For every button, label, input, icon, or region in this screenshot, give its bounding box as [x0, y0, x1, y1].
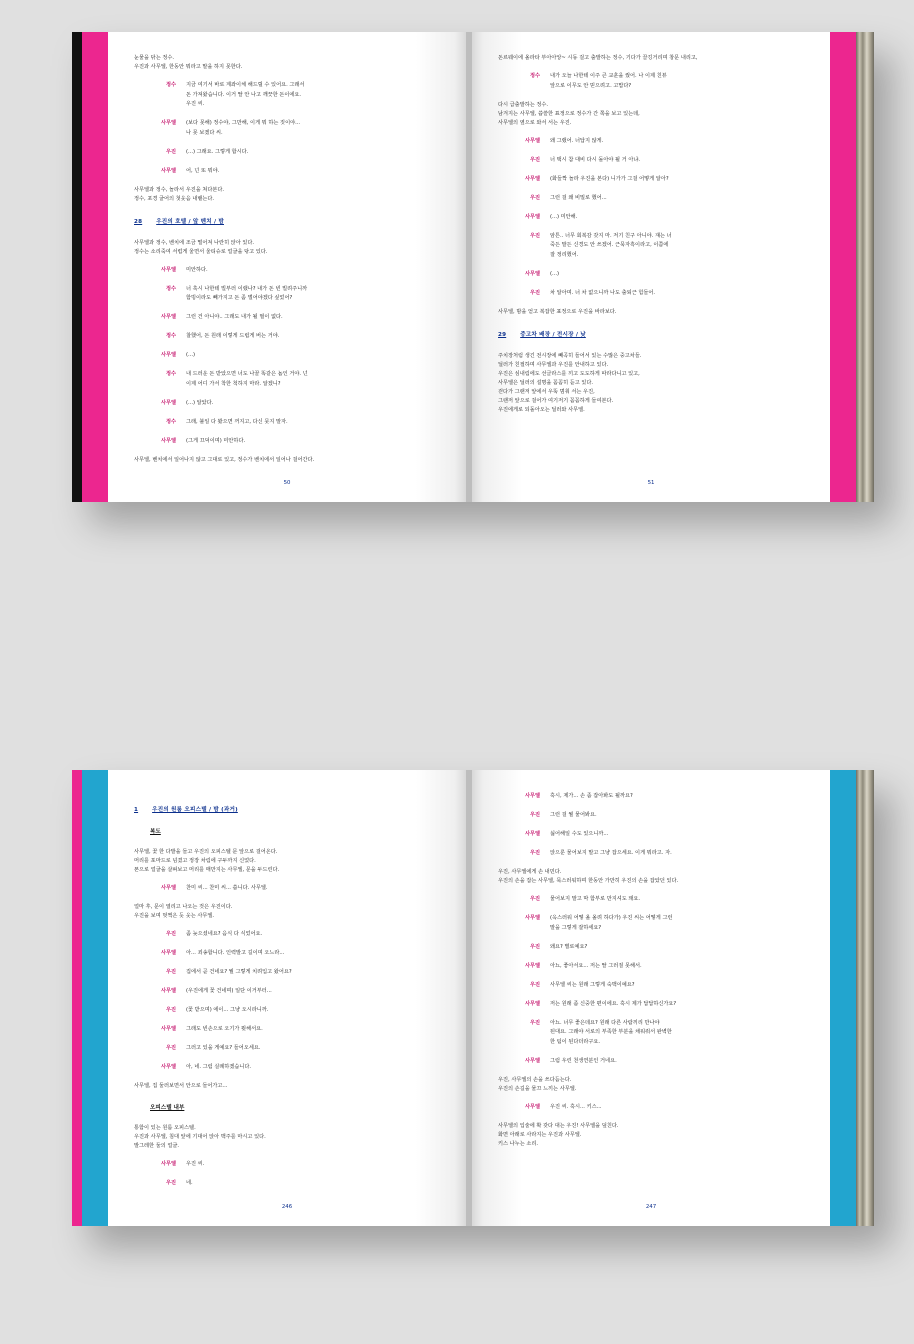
dialog-text: (...) 미안해. — [550, 213, 578, 220]
dialog-line — [134, 167, 440, 176]
action-line: 사무엘, 집 둘러보면서 안으로 들어가고... — [134, 1083, 228, 1089]
dialog-block — [134, 313, 440, 322]
action-paragraph — [134, 54, 440, 72]
scene-number: 28 — [134, 218, 143, 225]
dialog-text: 한 팀이 된다더라구요. — [550, 1038, 601, 1045]
dialog-line — [498, 830, 804, 839]
dialog-block — [498, 72, 804, 91]
character-name: 우진 — [529, 232, 540, 239]
dialog-text: 물어보지 말고 막 함부로 만지셔도 돼요. — [550, 896, 641, 902]
action-line: 눈물을 닦는 정수. — [134, 55, 175, 61]
dialog-text: 찬미 씨... 찬미 씨... 씁니다. 사무엘. — [186, 885, 268, 891]
page-number-left-top: 50 — [283, 479, 291, 486]
page-right-top — [472, 32, 830, 502]
dialog-line — [498, 156, 804, 165]
action-line: 딜러가 친절하며 사무엘과 우진를 안내하고 있다. — [498, 361, 609, 368]
action-line: 폰으로 얼굴을 살펴보고 머리를 매만지는 사무엘, 문을 두드린다. — [134, 867, 280, 873]
dialog-line — [134, 968, 440, 977]
page-number-right-bottom: 247 — [645, 1204, 657, 1210]
dialog-block — [498, 792, 804, 801]
dialog-text: 지금 여기서 바로 계좌이체 해드릴 수 있어요. 그래서 — [186, 82, 305, 88]
action-line: 통함이 있는 원룸 오피스텔. — [134, 1125, 196, 1131]
action-line: 사무엘의 옆으로 와서 서는 우진. — [498, 119, 572, 126]
dialog-text: 우진 씨. 혹시... 키스... — [550, 1103, 602, 1110]
dialog-block — [498, 895, 804, 904]
book-page-edges-bottom — [856, 770, 874, 1226]
dialog-line — [498, 792, 804, 801]
dialog-line — [498, 1103, 804, 1112]
dialog-text: 그래도 빈손으로 오기가 뭣해서요. — [186, 1026, 263, 1032]
screenplay-text-right-bottom — [498, 792, 804, 1149]
character-name: 사무엘 — [160, 399, 176, 406]
book-spread-top — [72, 32, 874, 502]
screenplay-text-left-top — [134, 54, 440, 465]
character-name: 사무엘 — [524, 793, 540, 799]
dialog-text: 그러고 있을 게예요? 들어오세요. — [186, 1045, 261, 1051]
scene-heading — [498, 331, 804, 340]
dialog-text: 잘 정리했어. — [550, 251, 579, 258]
dialog-text: 나 못 보겠다 씨. — [186, 129, 223, 136]
dialog-text: (그게 끄덕이며) 미안하다. — [186, 437, 246, 444]
dialog-text: (...) — [550, 270, 559, 277]
action-line: 머리를 포마드로 넘겼고 정장 차림에 구두까지 신었다. — [134, 858, 256, 864]
dialog-text: 된대요. 그래야 서로의 부족한 부분을 채워줘서 완벽한 — [550, 1029, 672, 1035]
character-name: 우진 — [165, 1180, 176, 1186]
dialog-text: 너 택시 참 대비 다시 돌아야 될 거 아냐. — [550, 156, 641, 163]
character-name: 사무엘 — [524, 915, 540, 921]
dialog-line — [134, 313, 440, 322]
action-line: 돈르웨이에 올라타 부아아앙~ 시동 걸고 출발하는 정수, 기다가 끌깅거리며 창문 내리고, — [498, 55, 698, 61]
character-name: 우진 — [529, 943, 540, 950]
dialog-line — [134, 148, 440, 157]
dialog-text: 이제 어디 가서 착한 척하지 마라. 알겠니? — [186, 380, 281, 387]
dialog-line — [134, 418, 440, 427]
dialog-block — [134, 332, 440, 341]
dialog-line — [498, 895, 804, 904]
dialog-text: 앞으로 이무도 안 믿으려고. 고맙다? — [550, 82, 632, 89]
action-paragraph — [134, 186, 440, 204]
dialog-block — [134, 119, 440, 138]
dialog-block — [134, 81, 440, 109]
action-line: 화면 아래로 사라지는 우진과 사무엘. — [498, 1131, 582, 1138]
dialog-block — [134, 884, 440, 893]
dialog-text: 싫어해일 수도 있으니까... — [550, 831, 609, 837]
dialog-line — [134, 949, 440, 958]
dialog-text: 우진 씨. — [186, 101, 205, 107]
scene-subheading: 복도 — [150, 829, 161, 835]
dialog-block — [134, 1006, 440, 1015]
dialog-line — [498, 1000, 804, 1009]
dialog-block — [498, 914, 804, 933]
dialog-line — [498, 849, 804, 858]
scene-subheading: 오피스텔 내부 — [150, 1105, 185, 1111]
action-line: 우진에게로 되돌아오는 딜러와 사무엘. — [498, 406, 585, 413]
dialog-block — [134, 148, 440, 157]
character-name: 우진 — [529, 1019, 540, 1026]
scene-heading — [134, 806, 440, 815]
dialog-text: 차 알아며. 너 차 없으니까 나도 출퇴근 힘들어. — [550, 289, 656, 296]
dialog-text: 아, 네. 그럼 실례하겠습니다. — [186, 1064, 252, 1070]
dialog-text: 저는 원래 좀 신중한 편이에요. 혹시 제가 답답하신가요? — [550, 1000, 677, 1007]
character-name: 사무엘 — [160, 1161, 176, 1167]
character-name: 사무엘 — [160, 352, 176, 358]
page-sidebar-right-top — [830, 32, 856, 502]
screenplay-text-right-top — [498, 54, 804, 415]
dialog-block — [134, 351, 440, 360]
character-name: 사무엘 — [160, 314, 176, 320]
dialog-line — [498, 962, 804, 971]
dialog-text: 내가 오늘 나한테 이주 큰 교훈을 줬어. 나 이제 친뷰 — [550, 73, 667, 79]
character-name: 우진 — [529, 812, 540, 818]
dialog-block — [134, 370, 440, 389]
book-cover-left-edge — [72, 32, 82, 502]
action-line: 발그레한 둘의 얼굴. — [134, 1143, 180, 1149]
dialog-block — [498, 943, 804, 952]
character-name: 사무엘 — [524, 213, 540, 220]
scene-heading-text: 중고차 배장 / 전시장 / 낮 — [520, 331, 586, 338]
dialog-text: 혹시, 제가... 손 좀 잡아봐도 될까요? — [550, 793, 633, 799]
dialog-line — [134, 1063, 440, 1072]
dialog-text: 암튼.. 너무 회복감 갖지 마. 저기 친구 아니야. 쟤는 너 — [550, 232, 672, 239]
character-name: 사무엘 — [160, 1026, 176, 1032]
character-name: 사무엘 — [524, 1103, 540, 1110]
action-paragraph — [498, 101, 804, 128]
dialog-block — [498, 213, 804, 222]
dialog-text: 내 드러운 돈 받았으면 너도 나꿀 똑같은 놈인 거야. 넌 — [186, 371, 308, 377]
dialog-line — [134, 399, 440, 408]
action-line: 우진의 손을 잡는 사무엘, 묵스러워하며 한동안 가만히 우진의 손을 잡았던 있다. — [498, 878, 679, 884]
action-line: 사무엘, 벤치에서 일어나지 않고 그대로 있고, 정수가 벤치에서 일어나 걸어간다. — [134, 456, 315, 463]
action-line: 우진, 사무엘의 손을 쓰다듬는다. — [498, 1076, 572, 1083]
dialog-line — [134, 370, 440, 379]
dialog-text: 아뇨. 너무 좋은데요? 원래 다른 사람끼리 만나야 — [550, 1019, 660, 1026]
dialog-block — [498, 194, 804, 203]
action-paragraph — [134, 1124, 440, 1151]
action-line: 우진은 심내림에도 선글라스를 끼고 도도하게 따라다니고 있고, — [498, 370, 640, 377]
character-name: 우진 — [529, 896, 540, 902]
action-line: 우진과 사무엘, 침대 앞에 기대어 앉아 맥주를 마시고 있다. — [134, 1134, 266, 1140]
book-page-edges-top — [856, 32, 874, 502]
dialog-text: (화들짝 놀라 우진을 본다) 니가가 그걸 어떻게 알아? — [550, 175, 669, 182]
dialog-line — [134, 1179, 440, 1188]
character-name: 사무엘 — [524, 270, 540, 277]
dialog-line — [498, 72, 804, 81]
page-number-right-top: 51 — [647, 479, 655, 486]
screenplay-text-left-bottom — [134, 806, 440, 1188]
dialog-block — [498, 830, 804, 839]
dialog-block — [134, 418, 440, 427]
dialog-block — [134, 1044, 440, 1053]
action-line: 사무엘, 꽃 한 다발을 들고 우진의 오피스텔 문 앞으로 걸어온다. — [134, 849, 278, 855]
dialog-line — [134, 1044, 440, 1053]
dialog-line — [134, 884, 440, 893]
character-name: 사무엘 — [160, 437, 176, 444]
character-name: 우진 — [165, 931, 176, 937]
dialog-block — [498, 1019, 804, 1047]
character-name: 사무엘 — [160, 167, 176, 174]
dialog-line — [498, 82, 804, 91]
character-name: 정수 — [529, 73, 540, 79]
action-paragraph — [498, 868, 804, 886]
dialog-text: (...) 알았다. — [186, 399, 214, 406]
dialog-text: 그럼 우린 천생연분인 거네요. — [550, 1057, 617, 1064]
dialog-line — [498, 175, 804, 184]
page-number-left-bottom: 246 — [281, 1204, 293, 1210]
scene-heading — [134, 218, 440, 227]
character-name: 사무엘 — [524, 1000, 540, 1007]
dialog-text: (보다 못해) 정수야, 그만해, 이게 뭐 하는 짓이야... — [186, 120, 301, 126]
dialog-block — [134, 399, 440, 408]
dialog-block — [498, 232, 804, 260]
dialog-block — [134, 1179, 440, 1188]
dialog-line — [134, 1160, 440, 1169]
character-name: 사무엘 — [160, 266, 176, 273]
dialog-block — [134, 1160, 440, 1169]
dialog-text: (꽃 받으며) 에이... 그냥 오시라니까. — [186, 1007, 269, 1013]
character-name: 사무엘 — [160, 950, 176, 956]
action-line: 그랜저 앞으로 걸어가 여기저기 꼼꼼하게 들여본다. — [498, 397, 614, 404]
character-name: 사무엘 — [524, 831, 540, 837]
dialog-line — [134, 100, 440, 109]
action-line: 사무엘과 정수, 벤치에 조금 떨어져 나란히 앉아 있다. — [134, 239, 255, 246]
action-line: 남겨지는 사무엘, 씁쓸한 표정으로 정수가 간 쪽을 보고 있는데, — [498, 110, 640, 117]
dialog-line — [134, 987, 440, 996]
character-name: 우진 — [165, 1045, 176, 1051]
dialog-text: 우진 씨. — [186, 1161, 205, 1167]
dialog-line — [498, 914, 804, 923]
dialog-block — [134, 167, 440, 176]
action-paragraph — [498, 54, 804, 63]
dialog-block — [498, 1103, 804, 1112]
dialog-text: 미안하다. — [186, 266, 208, 273]
dialog-line — [498, 270, 804, 279]
character-name: 정수 — [165, 333, 176, 339]
dialog-text: 돈 가져왔습니다. 이거 딸 안 나고 깨끗한 돈이에요. — [186, 91, 302, 98]
character-name: 사무엘 — [524, 962, 540, 969]
action-line: 얼마 후, 문이 열리고 나오는 것은 우진이다. — [134, 904, 233, 910]
dialog-block — [498, 270, 804, 279]
dialog-line — [498, 213, 804, 222]
dialog-text: (우진에게 꽃 건네며) 일단 이거부터... — [186, 988, 272, 994]
character-name: 사무엘 — [160, 988, 176, 994]
dialog-block — [498, 981, 804, 990]
dialog-block — [498, 175, 804, 184]
dialog-block — [134, 1063, 440, 1072]
dialog-text: 아뇨, 좋아서요... 저는 딸 그러질 못해서. — [550, 962, 642, 969]
dialog-text: 그런 걸 왜 비밀로 했어... — [550, 194, 607, 201]
character-name: 정수 — [165, 285, 176, 292]
dialog-text: 왜 그랬어. 너답지 않게. — [550, 137, 604, 144]
dialog-text: (...) — [186, 352, 195, 358]
dialog-text: 그래, 불일 다 봤으면 꺼지고, 다신 뭇지 말자. — [186, 418, 288, 425]
dialog-line — [498, 289, 804, 298]
scene-number: 29 — [498, 331, 507, 338]
dialog-text: 찰했어, 돈 원래 이렇게 드립게 버는 거야. — [186, 333, 280, 339]
action-line: 우진을 보며 멋쩍은 듯 웃는 사무엘. — [134, 913, 215, 919]
action-paragraph — [498, 308, 804, 317]
action-line: 걷다가 그랜저 앞에서 우뚝 멈춰 서는 우진, — [498, 388, 595, 395]
action-line: 사무엘과 정수, 놀라서 우진을 쳐다본다. — [134, 186, 225, 193]
dialog-text: 아... 죄송합니다. 인력발고 길이며 오느라... — [186, 950, 285, 956]
scene-heading-text: 우진의 호텔 / 앞 벤치 / 밤 — [156, 218, 224, 225]
dialog-line — [134, 81, 440, 90]
character-name: 우진 — [165, 1007, 176, 1013]
dialog-block — [134, 437, 440, 446]
dialog-block — [134, 285, 440, 304]
page-left-top — [108, 32, 466, 502]
dialog-block — [498, 289, 804, 298]
dialog-line — [498, 241, 804, 250]
dialog-line — [134, 91, 440, 100]
character-name: 사무엘 — [524, 137, 540, 144]
dialog-line — [134, 930, 440, 939]
dialog-block — [498, 137, 804, 146]
action-paragraph — [498, 352, 804, 415]
character-name: 사무엘 — [524, 175, 540, 182]
character-name: 정수 — [165, 418, 176, 425]
dialog-line — [498, 194, 804, 203]
scene-heading-text: 우진의 원룸 오피스텔 / 밤 (과거) — [152, 807, 238, 813]
dialog-line — [498, 943, 804, 952]
dialog-text: 왜요? 별로예요? — [550, 943, 588, 950]
dialog-line — [498, 1028, 804, 1037]
dialog-block — [134, 968, 440, 977]
dialog-line — [498, 232, 804, 241]
action-paragraph — [498, 1122, 804, 1149]
character-name: 우진 — [529, 981, 540, 988]
character-name: 우진 — [529, 289, 540, 296]
dialog-text: (...) 그래요. 그렇게 합시다. — [186, 148, 249, 155]
dialog-block — [134, 930, 440, 939]
action-line: 사무엘의 입술에 확 갖다 대는 우진! 사무엘을 덮친다. — [498, 1122, 619, 1129]
dialog-block — [498, 1000, 804, 1009]
dialog-line — [134, 129, 440, 138]
action-paragraph — [134, 456, 440, 465]
action-paragraph — [134, 239, 440, 257]
action-line: 키스 나누는 소리. — [498, 1140, 539, 1147]
action-line: 우진과 사무엘, 한동안 뭐라고 말을 하지 못한다. — [134, 64, 243, 70]
page-sidebar-left-bottom — [82, 770, 108, 1226]
dialog-text: 그런 건 아니야.. 그래도 내가 될 필이 없다. — [186, 314, 283, 320]
character-name: 우진 — [529, 194, 540, 201]
dialog-block — [134, 987, 440, 996]
character-name: 우진 — [165, 969, 176, 975]
dialog-block — [498, 962, 804, 971]
dialog-line — [134, 1025, 440, 1034]
dialog-text: 집에서 곧 건네요? 뭘 그렇게 치려입고 왔어요? — [186, 969, 292, 975]
dialog-line — [498, 137, 804, 146]
action-paragraph — [498, 1076, 804, 1094]
dialog-text: 네. — [186, 1180, 193, 1186]
dialog-text: 좀 늦으셨네요? 음식 다 식었어요. — [186, 931, 263, 937]
dialog-line — [134, 119, 440, 128]
dialog-block — [498, 156, 804, 165]
dialog-line — [134, 1006, 440, 1015]
dialog-line — [134, 437, 440, 446]
dialog-line — [134, 380, 440, 389]
dialog-line — [498, 811, 804, 820]
action-paragraph — [134, 1082, 440, 1091]
character-name: 우진 — [165, 148, 176, 155]
action-paragraph — [134, 903, 440, 921]
dialog-text: 말을 그렇게 잘하세요? — [550, 924, 602, 931]
dialog-text: (옥스러워 어떻 올 올려 하다가) 우진 씨는 어떻게 그런 — [550, 915, 673, 921]
dialog-line — [498, 1057, 804, 1066]
dialog-text: 그런 걸 뭘 물어봐요. — [550, 812, 597, 818]
dialog-block — [498, 849, 804, 858]
dialog-line — [498, 981, 804, 990]
dialog-block — [498, 811, 804, 820]
dialog-text: 앉으룬 물어보지 말고 그냥 잡으세요. 이게 뭐라고. 자. — [550, 850, 672, 856]
action-line: 주치장처럼 생긴 전시장에 빼곡히 들어서 있는 수많은 중고차들. — [498, 352, 642, 359]
dialog-line — [498, 251, 804, 260]
book-spread-bottom — [72, 770, 874, 1226]
character-name: 우진 — [529, 156, 540, 163]
page-left-bottom — [108, 770, 466, 1226]
character-name: 우진 — [529, 850, 540, 856]
dialog-line — [498, 1019, 804, 1028]
character-name: 사무엘 — [524, 1057, 540, 1064]
page-right-bottom — [472, 770, 830, 1226]
dialog-line — [134, 266, 440, 275]
dialog-line — [134, 285, 440, 294]
character-name: 사무엘 — [160, 885, 176, 891]
scene-number: 1 — [134, 807, 139, 813]
action-line: 다시 급출발하는 정수. — [498, 101, 549, 108]
dialog-text: 함빙이라도 빼가지고 돈 좀 벌어야겠다 싶었어? — [186, 295, 293, 301]
dialog-block — [134, 949, 440, 958]
dialog-block — [134, 266, 440, 275]
action-line: 우진, 사무엘에게 손 내민다. — [498, 869, 562, 875]
dialog-line — [134, 294, 440, 303]
book-cover-left-edge-bottom — [72, 770, 82, 1226]
character-name: 정수 — [165, 82, 176, 88]
action-line: 정수는 소리죽여 서럽게 울면서 울티슈로 얼굴을 닦고 있다. — [134, 248, 268, 255]
dialog-text: 어, 넌 또 뭐야. — [186, 167, 220, 174]
dialog-block — [134, 1025, 440, 1034]
dialog-line — [134, 332, 440, 341]
action-paragraph — [134, 848, 440, 875]
action-line: 정수, 포경 굴어의 첫웃음 내뱉는다. — [134, 195, 215, 202]
dialog-line — [498, 924, 804, 933]
dialog-block — [498, 1057, 804, 1066]
page-sidebar-left-top — [82, 32, 108, 502]
dialog-text: 사무엘 씨는 원래 그렇게 숙맥이예요? — [550, 981, 635, 988]
character-name: 정수 — [165, 371, 176, 377]
character-name: 사무엘 — [160, 1064, 176, 1070]
dialog-text: 너 혹시 나한테 빌부러 이랬나? 내가 돈 빈 빌려주니까 — [186, 285, 308, 292]
dialog-line — [498, 1038, 804, 1047]
dialog-text: 죽든 말든 신경도 안 쓰겠어. 근묵자흑이라고, 이쯤에 — [550, 242, 669, 248]
action-line: 사무엘, 밤을 얻고 복잡한 표정으로 우진을 바라보다. — [498, 308, 617, 315]
action-line: 우진의 손길을 물끄 느끼는 사무엘. — [498, 1085, 577, 1092]
page-sidebar-right-bottom — [830, 770, 856, 1226]
character-name: 사무엘 — [160, 120, 176, 126]
action-line: 사무엘은 딜러의 설명을 꼼꼼히 듣고 있다. — [498, 379, 594, 386]
dialog-line — [134, 351, 440, 360]
